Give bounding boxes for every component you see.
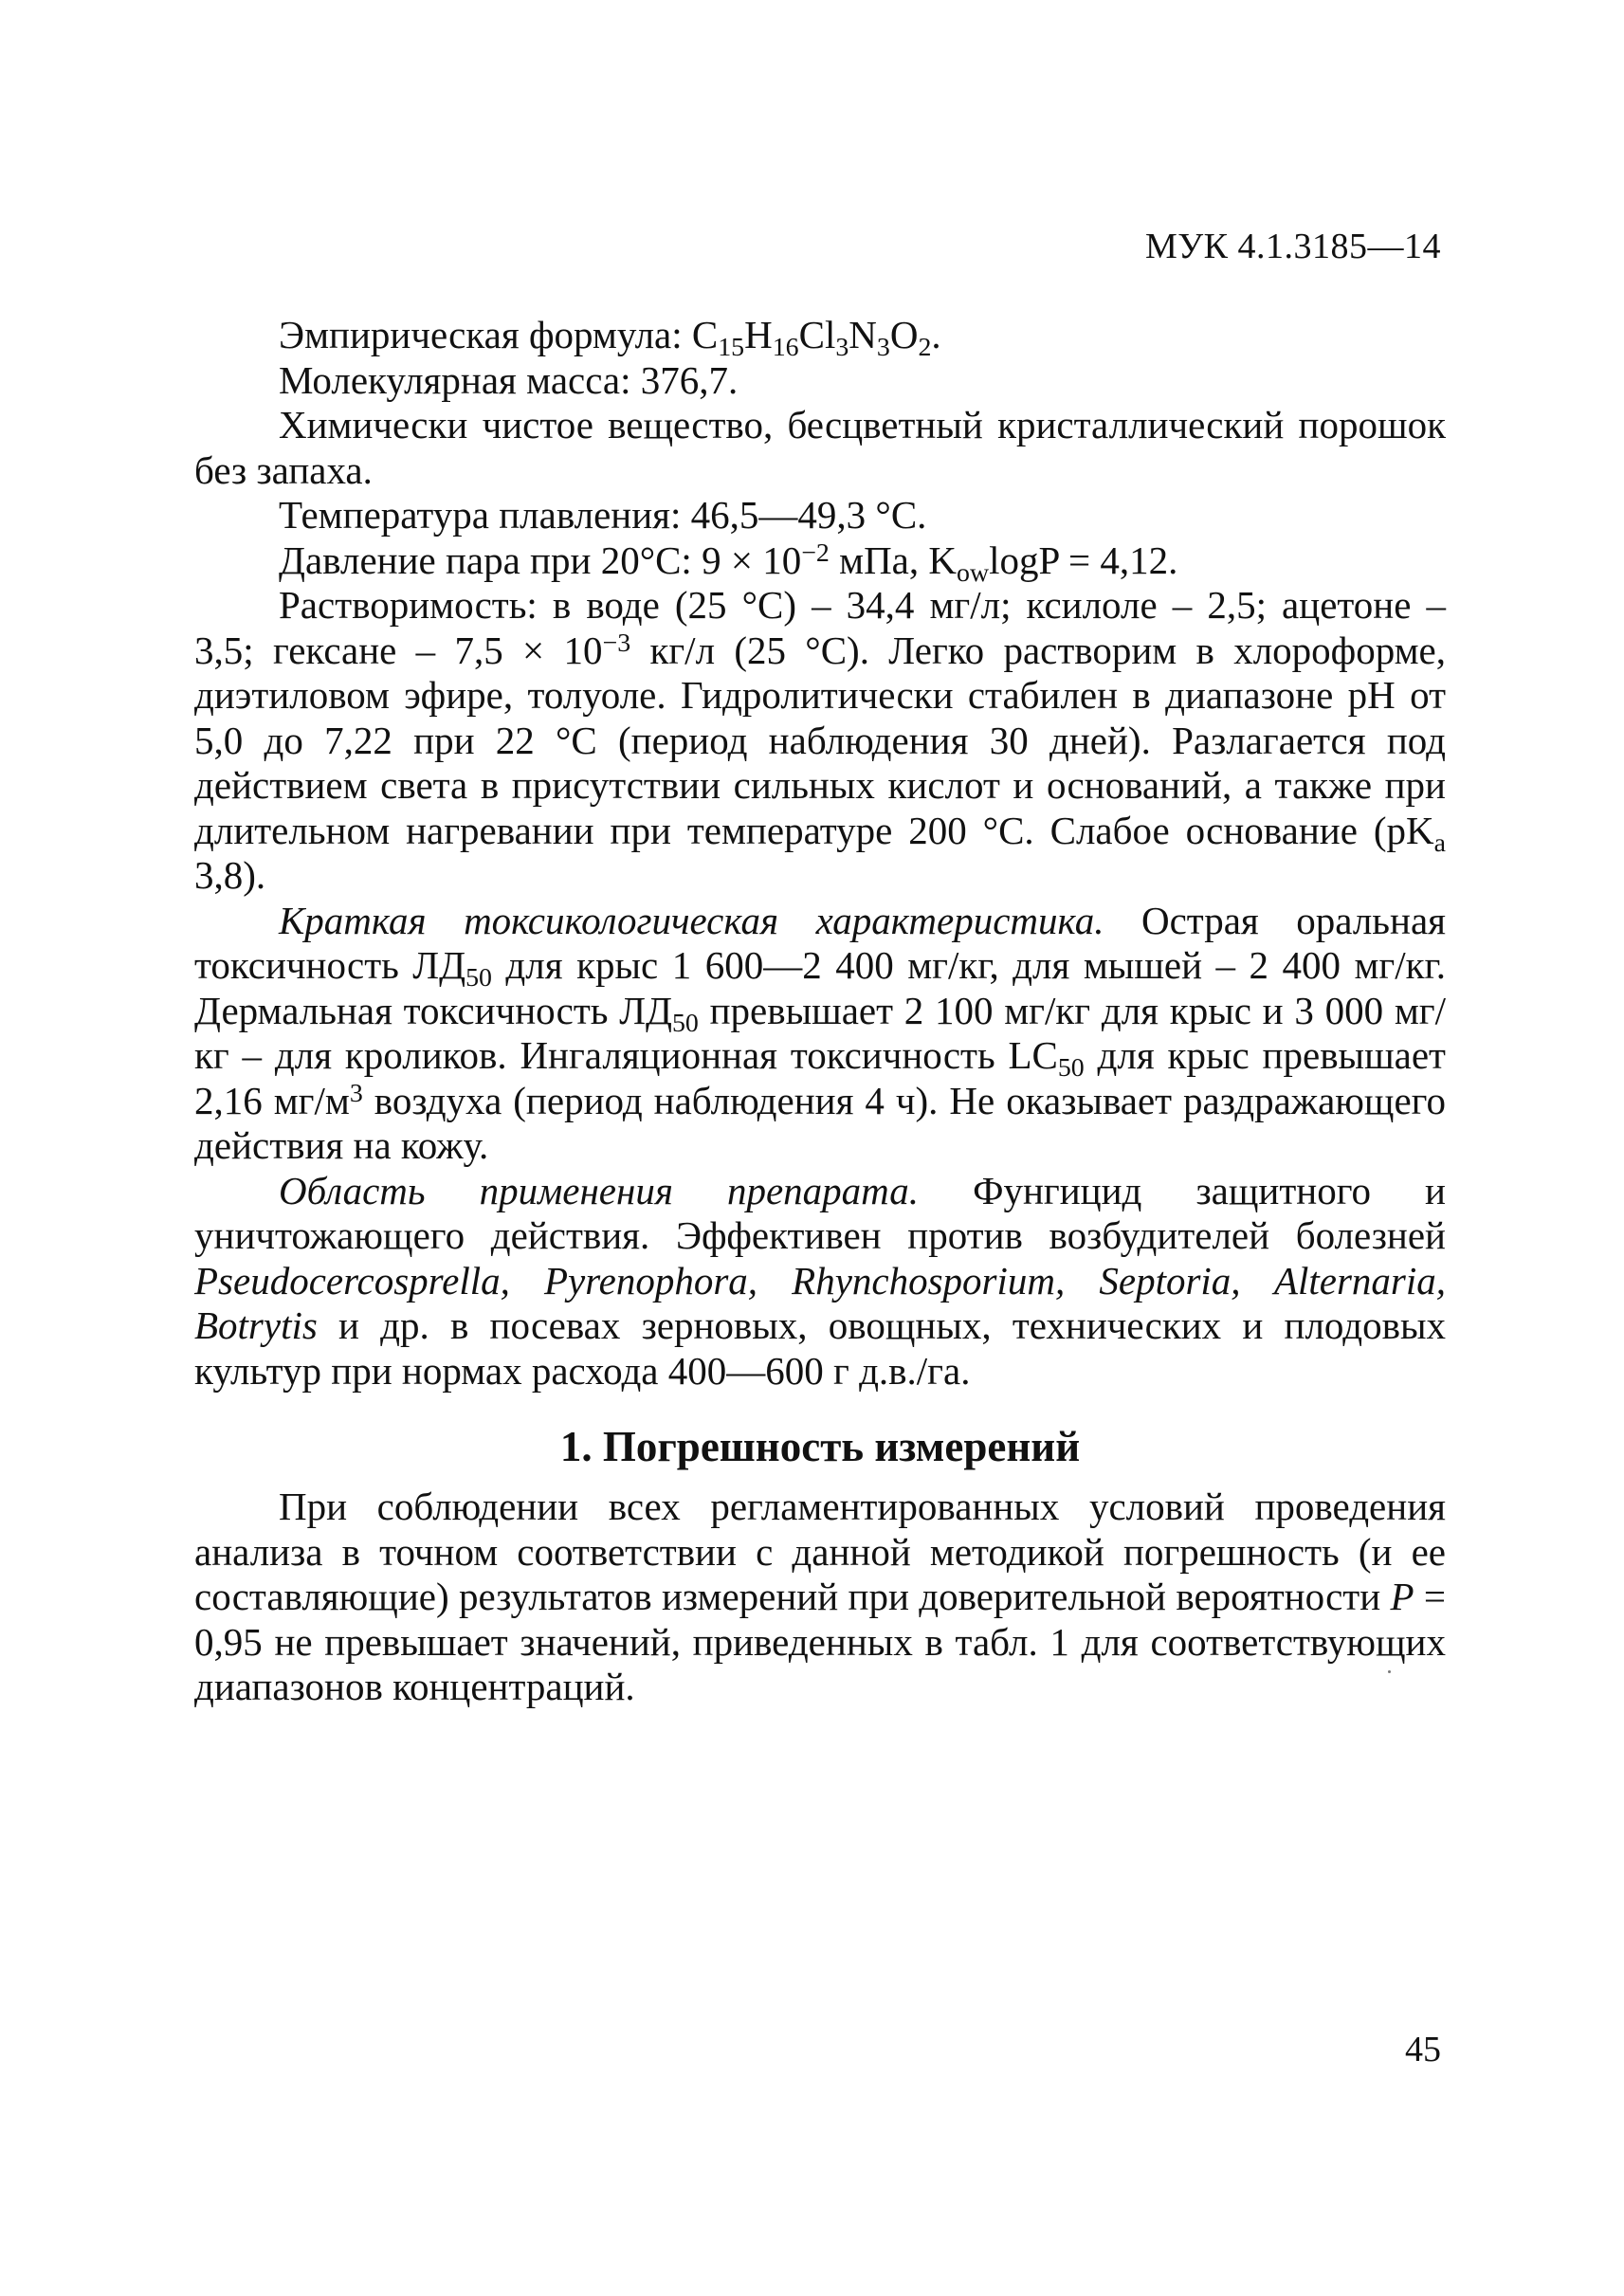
substance-paragraph: Химически чистое вещество, бесцветный кристаллический порошок без запаха. bbox=[194, 403, 1446, 492]
section-title: 1. Погрешность измерений bbox=[559, 1423, 1081, 1470]
page-body bbox=[194, 313, 1446, 1710]
application-heading: Область применения препарата. bbox=[279, 1168, 920, 1212]
vapor-pressure-paragraph: Давление пара при 20°С: $9 \times 10^{-2}$ мПа, $K_{ow}\log P = 4,12$. bbox=[279, 538, 1178, 588]
measurement-error-paragraph: При соблюдении всех регламентированных условий проведения анализа в точном соответствии с данной методикой погрешность (и ее составляющие) результатов измерений при доверительной вероятности P = 0,95 не превышает значений, приведенных в табл. 1 для соответствующих диапазонов концентраций. bbox=[194, 1485, 1447, 1708]
toxicology-paragraph: Краткая токсикологическая характеристика. Острая оральная токсичность $ЛД_{50}$ для крыс 1 600—2 400 мг/кг, для мышей – 2 400 мг/кг. Дермальная токсичность $ЛД_{50}$ превышает 2 100 мг/кг для крыс и 3 000 мг/кг – для кроликов. Ингаляционная токсичность $LC_{50}$ для крыс превышает 2,16 $мг/м^3$ воздуха (период наблюдения 4 ч). Не оказывает раздражающего действия на кожу. bbox=[194, 898, 1446, 1167]
solubility-paragraph: Растворимость: в воде (25 °С) – 34,4 мг/л; ксилоле – 2,5; ацетоне – 3,5; гексане – $7,5 \times 10^{-3}$ кг/л (25 °С). Легко растворим в хлороформе, диэтиловом эфире, толуоле. Гидролитически стабилен в диапазоне рН от 5,0 до 7,22 при 22 °С (период наблюдения 30 дней). Разлагается под действием света в присутствии сильных кислот и оснований, а также при длительном нагревании при температуре 200 °С. Слабое основание ($pK_a$ 3,8). bbox=[194, 583, 1447, 897]
page-number: 45 bbox=[1405, 2030, 1441, 2069]
melting-point-paragraph: Температура плавления: 46,5—49,3 °С. bbox=[279, 493, 927, 537]
molecular-mass-paragraph: Молекулярная масса: 376,7. bbox=[279, 357, 739, 402]
document-code: МУК 4.1.3185—14 bbox=[1144, 227, 1441, 266]
formula-paragraph: Эмпирическая формула: $C_{15}H_{16}Cl_3N_3O_2$. bbox=[279, 313, 941, 363]
pathogen-species: Pseudocercosprella, Pyrenophora, Rhynchosporium, Septoria, Alternaria, Botrytis bbox=[194, 1258, 1446, 1347]
application-paragraph: Область применения препарата. Фунгицид защитного и уничтожающего действия. Эффективен против возбудителей болезней Pseudocercosprella, Pyrenophora, Rhynchosporium, Septoria, Alternaria, Botrytis и др. в посевах зерновых, овощных, технических и плодовых культур при нормах расхода 400—600 г д.в./га. bbox=[194, 1168, 1446, 1393]
toxicology-heading: Краткая токсикологическая характеристика. bbox=[279, 898, 1104, 942]
scan-speck bbox=[1388, 1670, 1391, 1673]
